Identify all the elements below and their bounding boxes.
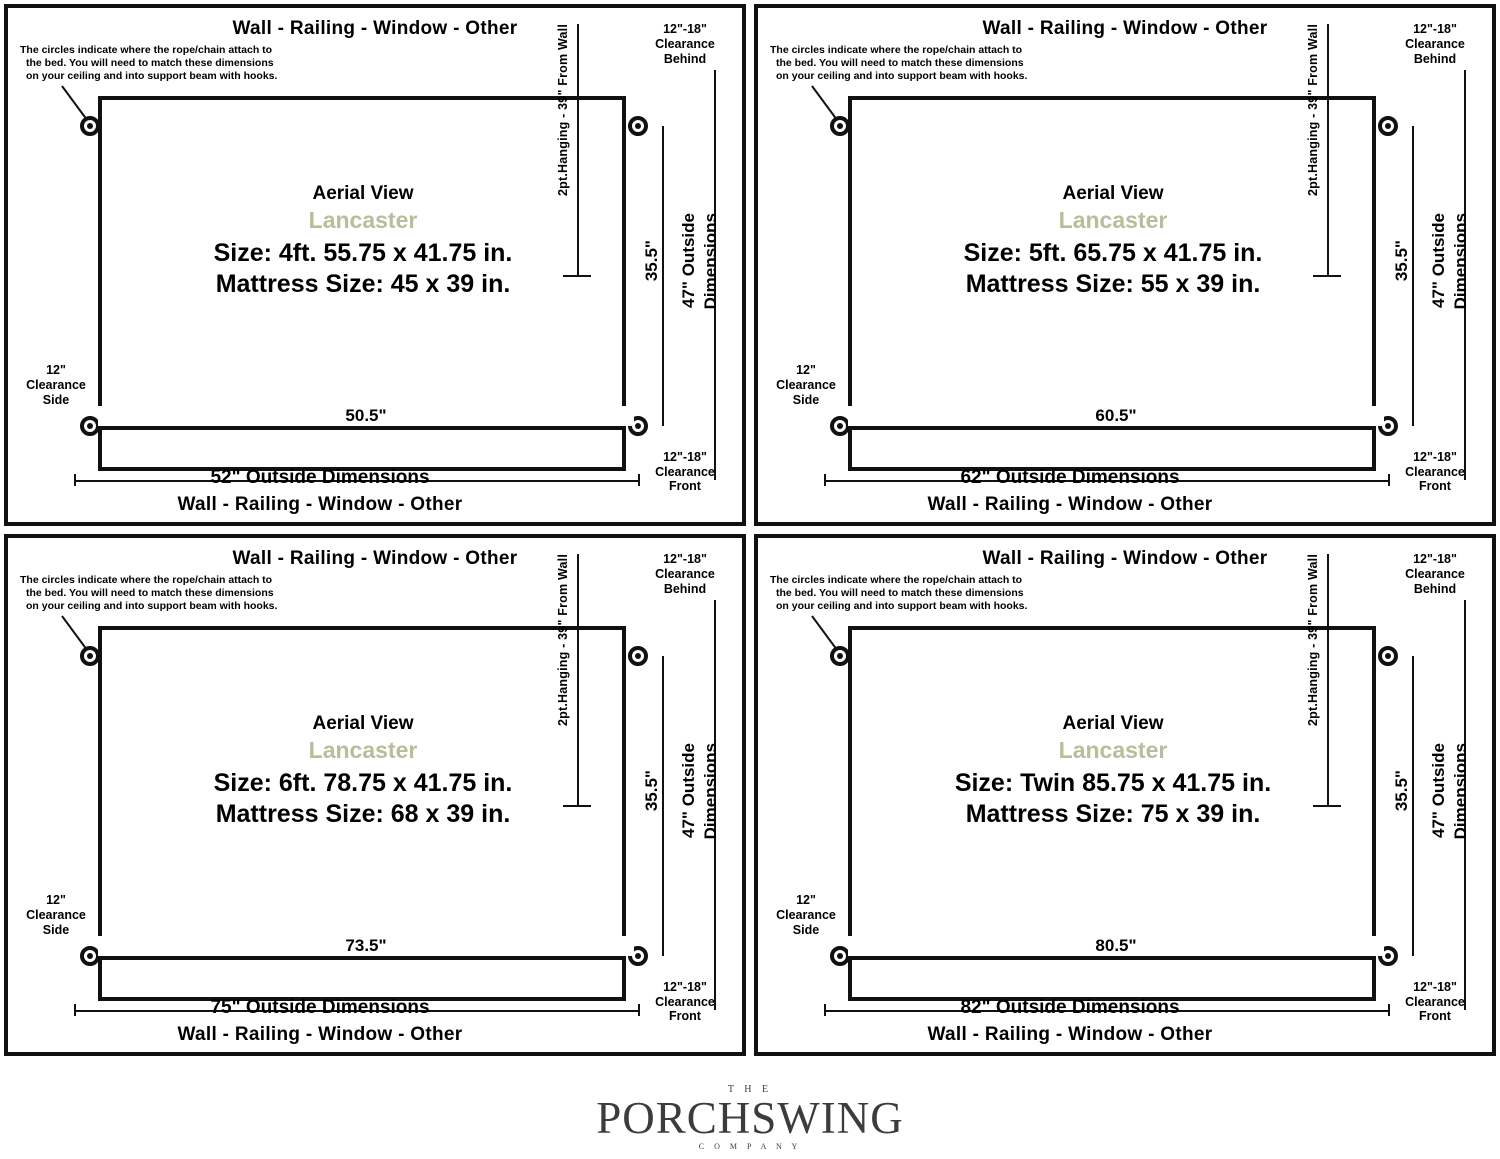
inner-width-dimension: 73.5": [98, 936, 634, 956]
clearance-side-line-3: Side: [792, 922, 820, 937]
panel-twin: [750, 530, 1500, 1060]
note-line-3: on your ceiling and into support beam with hooks.: [776, 70, 1028, 83]
outside-width-label: 75" Outside Dimensions: [210, 997, 430, 1018]
hanging-ring-top-right: [1378, 646, 1398, 666]
hanging-depth-rule: [1327, 554, 1329, 806]
clearance-behind-line-2: Clearance: [1405, 566, 1465, 581]
clearance-side-line-3: Side: [792, 392, 820, 407]
panel-5ft: [750, 0, 1500, 530]
bed-front-rail: [98, 426, 626, 430]
note-line-2: the bed. You will need to match these dimensions: [776, 587, 1024, 600]
hanging-ring-bottom-left: [80, 416, 100, 436]
outside-depth-text: 47" Outside: [1429, 743, 1448, 838]
clearance-side: [16, 363, 96, 407]
panel-center-text: [108, 713, 618, 831]
aerial-view-label: Aerial View: [312, 713, 414, 734]
outside-depth-label: [680, 213, 699, 308]
note-line-1: The circles indicate where the rope/chain attach to: [770, 574, 1023, 586]
inner-depth-rule: [662, 126, 664, 426]
bottom-wall-label: Wall - Railing - Window - Other: [927, 1024, 1213, 1045]
clearance-side-line-2: Clearance: [26, 907, 86, 922]
inner-depth-label: 35.5": [1392, 770, 1411, 812]
bottom-wall-label: Wall - Railing - Window - Other: [927, 494, 1213, 515]
bed-front-rail: [98, 956, 626, 960]
mattress-size-label: Mattress Size: 45 x 39 in.: [215, 270, 511, 299]
hanging-depth-tick: [1313, 805, 1341, 807]
hanging-depth-label: 2pt.Hanging - 39" From Wall: [556, 24, 570, 196]
panel-center-text: [858, 183, 1368, 301]
panel-border: [4, 534, 746, 1056]
clearance-front: [1376, 980, 1494, 1024]
attachment-note: [770, 574, 1030, 613]
inner-depth-label: 35.5": [642, 770, 661, 812]
clearance-side-line-2: Clearance: [26, 377, 86, 392]
clearance-behind-line-2: Clearance: [655, 36, 715, 51]
outside-width-tick-right: [1388, 1004, 1390, 1016]
model-name: Lancaster: [1058, 737, 1168, 763]
outside-depth-label: [680, 743, 699, 838]
inner-depth-rule: [1412, 656, 1414, 956]
note-line-3: on your ceiling and into support beam with hooks.: [26, 600, 278, 613]
clearance-behind-line-1: 12"-18": [663, 552, 707, 566]
clearance-side-line-1: 12": [46, 363, 66, 377]
panel-center-text: [858, 713, 1368, 831]
note-line-1: The circles indicate where the rope/chain attach to: [20, 44, 273, 56]
size-label: Size: 4ft. 55.75 x 41.75 in.: [213, 239, 513, 267]
hanging-depth-label: 2pt.Hanging - 39" From Wall: [556, 554, 570, 726]
clearance-side: [16, 893, 96, 937]
clearance-side-line-1: 12": [796, 363, 816, 377]
hanging-ring-top-left: [830, 646, 850, 666]
clearance-behind: [1376, 22, 1494, 66]
clearance-side: [766, 363, 846, 407]
inner-depth-rule: [1412, 126, 1414, 426]
logo-the: T H E: [727, 1083, 773, 1095]
note-line-2: the bed. You will need to match these dimensions: [776, 57, 1024, 70]
outside-depth-label: [1430, 743, 1449, 838]
bottom-wall-label: Wall - Railing - Window - Other: [177, 494, 463, 515]
clearance-front-line-1: 12"-18": [1413, 979, 1457, 994]
clearance-side-line-3: Side: [42, 922, 70, 937]
outside-depth-text: 47" Outside: [679, 743, 698, 838]
hanging-ring-bottom-left: [830, 416, 850, 436]
clearance-behind: [1376, 552, 1494, 596]
model-name: Lancaster: [1058, 207, 1168, 233]
clearance-front-line-2: Clearance: [1405, 994, 1465, 1009]
hanging-depth-rule: [577, 554, 579, 806]
hanging-ring-top-right: [628, 116, 648, 136]
top-wall-label: Wall - Railing - Window - Other: [982, 548, 1268, 569]
hanging-ring-bottom-left: [830, 946, 850, 966]
outside-width-tick-right: [1388, 474, 1390, 486]
hanging-depth-tick: [563, 275, 591, 277]
outside-depth-label-2: [702, 743, 721, 839]
hanging-ring-top-left: [80, 116, 100, 136]
note-line-2: the bed. You will need to match these dimensions: [26, 57, 274, 70]
clearance-behind-line-2: Clearance: [1405, 36, 1465, 51]
outside-width-tick-right: [638, 474, 640, 486]
panel-border: [754, 534, 1496, 1056]
size-label: Size: 5ft. 65.75 x 41.75 in.: [963, 239, 1263, 267]
attachment-note: [20, 574, 280, 613]
inner-depth-label: 35.5": [642, 240, 661, 282]
aerial-view-label: Aerial View: [1062, 183, 1164, 204]
mattress-size-label: Mattress Size: 75 x 39 in.: [965, 800, 1261, 829]
hanging-ring-top-right: [628, 646, 648, 666]
mattress-size-label: Mattress Size: 55 x 39 in.: [965, 270, 1261, 299]
inner-depth-rule: [662, 656, 664, 956]
clearance-behind-line-1: 12"-18": [1413, 552, 1457, 566]
panel-6ft: [0, 530, 750, 1060]
panel-center-text: [108, 183, 618, 301]
clearance-front-line-3: Front: [1419, 1009, 1451, 1024]
attachment-note: [770, 44, 1030, 83]
clearance-behind-line-2: Clearance: [655, 566, 715, 581]
outside-depth-text-2: Dimensions: [701, 213, 720, 310]
bottom-wall-label: Wall - Railing - Window - Other: [177, 1024, 463, 1045]
hanging-depth-rule: [577, 24, 579, 276]
size-label: Size: Twin 85.75 x 41.75 in.: [954, 769, 1272, 797]
outside-width-tick-right: [638, 1004, 640, 1016]
outside-depth-text-2: Dimensions: [1451, 743, 1470, 840]
clearance-side-line-2: Clearance: [776, 377, 836, 392]
outside-depth-label: [1430, 213, 1449, 308]
logo-company: C O M P A N Y: [698, 1142, 802, 1151]
note-line-1: The circles indicate where the rope/chain attach to: [20, 574, 273, 586]
aerial-view-label: Aerial View: [1062, 713, 1164, 734]
clearance-side: [766, 893, 846, 937]
brand-logo: [0, 1084, 1500, 1151]
bed-front-rail: [848, 426, 1376, 430]
clearance-behind-line-1: 12"-18": [1413, 22, 1457, 36]
outside-width-label: 52" Outside Dimensions: [210, 467, 430, 488]
clearance-behind-line-3: Behind: [1413, 581, 1457, 596]
hanging-depth-rule: [1327, 24, 1329, 276]
clearance-front-line-1: 12"-18": [663, 449, 707, 464]
outside-depth-label-2: [1452, 213, 1471, 309]
outside-width-label: 82" Outside Dimensions: [960, 997, 1180, 1018]
panel-border: [4, 4, 746, 526]
outside-width-label: 62" Outside Dimensions: [960, 467, 1180, 488]
model-name: Lancaster: [308, 207, 418, 233]
clearance-front-line-2: Clearance: [1405, 464, 1465, 479]
clearance-front-line-3: Front: [1419, 479, 1451, 494]
note-line-3: on your ceiling and into support beam with hooks.: [26, 70, 278, 83]
clearance-behind-line-3: Behind: [1413, 51, 1457, 66]
hanging-depth-label: 2pt.Hanging - 39" From Wall: [1306, 554, 1320, 726]
hanging-ring-bottom-left: [80, 946, 100, 966]
inner-width-dimension: 80.5": [848, 936, 1384, 956]
inner-width-dimension: 50.5": [98, 406, 634, 426]
inner-width-dimension: 60.5": [848, 406, 1384, 426]
clearance-front: [626, 980, 744, 1024]
size-label: Size: 6ft. 78.75 x 41.75 in.: [213, 769, 513, 797]
clearance-behind-line-3: Behind: [663, 51, 707, 66]
clearance-side-line-3: Side: [42, 392, 70, 407]
mattress-size-label: Mattress Size: 68 x 39 in.: [215, 800, 511, 829]
hanging-depth-label: 2pt.Hanging - 39" From Wall: [1306, 24, 1320, 196]
clearance-front: [1376, 450, 1494, 494]
attachment-note: [20, 44, 280, 83]
clearance-side-line-1: 12": [46, 893, 66, 907]
clearance-behind: [626, 22, 744, 66]
outside-depth-text-2: Dimensions: [701, 743, 720, 840]
hanging-depth-tick: [563, 805, 591, 807]
clearance-front-line-3: Front: [669, 479, 701, 494]
top-wall-label: Wall - Railing - Window - Other: [232, 18, 518, 39]
model-name: Lancaster: [308, 737, 418, 763]
note-line-1: The circles indicate where the rope/chain attach to: [770, 44, 1023, 56]
clearance-front-line-1: 12"-18": [663, 979, 707, 994]
clearance-side-line-2: Clearance: [776, 907, 836, 922]
top-wall-label: Wall - Railing - Window - Other: [232, 548, 518, 569]
clearance-behind-line-1: 12"-18": [663, 22, 707, 36]
note-line-2: the bed. You will need to match these dimensions: [26, 587, 274, 600]
note-line-3: on your ceiling and into support beam with hooks.: [776, 600, 1028, 613]
outside-depth-text: 47" Outside: [1429, 213, 1448, 308]
clearance-front: [626, 450, 744, 494]
logo-name: PORCHSWING: [596, 1092, 904, 1143]
hanging-ring-top-right: [1378, 116, 1398, 136]
clearance-front-line-2: Clearance: [655, 994, 715, 1009]
clearance-behind-line-3: Behind: [663, 581, 707, 596]
aerial-view-label: Aerial View: [312, 183, 414, 204]
clearance-front-line-2: Clearance: [655, 464, 715, 479]
clearance-front-line-3: Front: [669, 1009, 701, 1024]
clearance-behind: [626, 552, 744, 596]
top-wall-label: Wall - Railing - Window - Other: [982, 18, 1268, 39]
outside-depth-text-2: Dimensions: [1451, 213, 1470, 310]
hanging-ring-top-left: [80, 646, 100, 666]
outside-depth-label-2: [1452, 743, 1471, 839]
outside-depth-label-2: [702, 213, 721, 309]
hanging-depth-tick: [1313, 275, 1341, 277]
outside-depth-text: 47" Outside: [679, 213, 698, 308]
inner-depth-label: 35.5": [1392, 240, 1411, 282]
bed-front-rail: [848, 956, 1376, 960]
panel-border: [754, 4, 1496, 526]
clearance-front-line-1: 12"-18": [1413, 449, 1457, 464]
panel-4ft: [0, 0, 750, 530]
clearance-side-line-1: 12": [796, 893, 816, 907]
hanging-ring-top-left: [830, 116, 850, 136]
